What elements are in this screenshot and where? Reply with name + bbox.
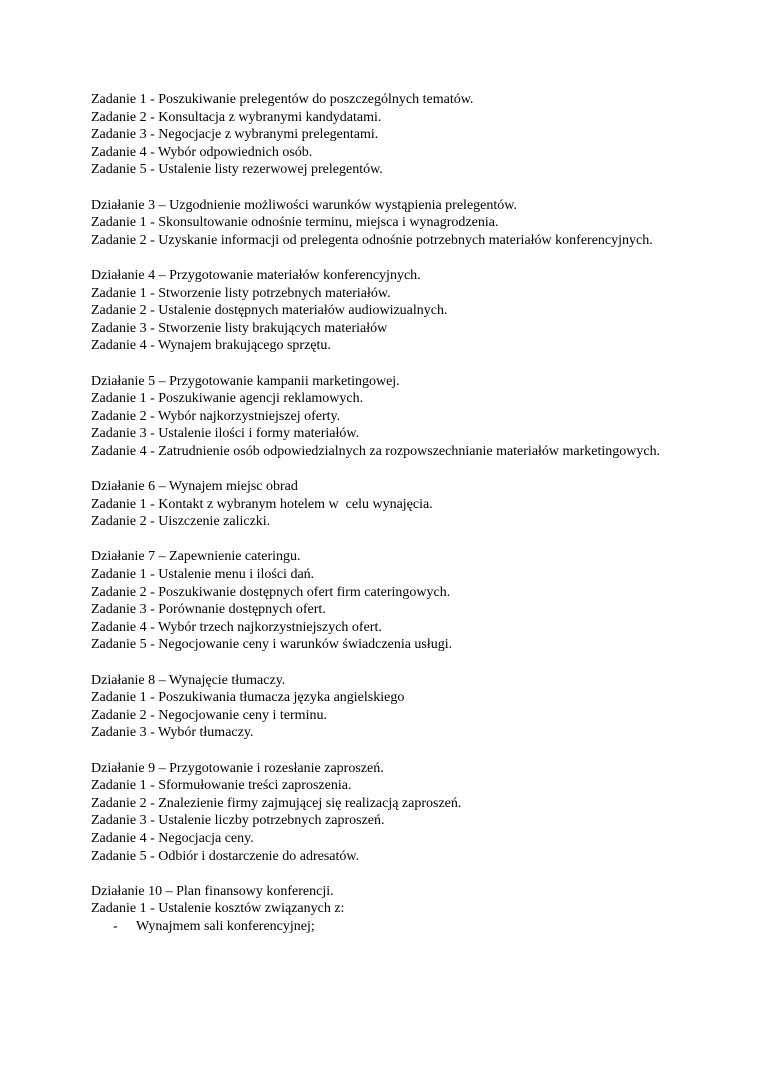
task-line: Zadanie 4 - Wybór trzech najkorzystniejszych ofert.	[91, 619, 382, 635]
document-section	[91, 478, 691, 531]
task-line: Zadanie 1 - Kontakt z wybranym hotelem w celu wynajęcia.	[91, 496, 433, 512]
task-line: Zadanie 2 - Poszukiwanie dostępnych ofert firm cateringowych.	[91, 584, 451, 600]
document-section	[91, 267, 691, 355]
task-line: Zadanie 5 - Odbiór i dostarczenie do adresatów.	[91, 848, 360, 864]
task-line: Zadanie 1 - Poszukiwania tłumacza języka angielskiego	[91, 690, 405, 706]
task-line: Zadanie 1 - Ustalenie menu i ilości dań.	[91, 567, 315, 583]
task-line: Zadanie 1 - Ustalenie kosztów związanych z:	[91, 901, 345, 917]
document-section	[91, 373, 691, 461]
task-line: Zadanie 5 - Negocjowanie ceny i warunków świadczenia usługi.	[91, 637, 453, 653]
section-heading: Działanie 9 – Przygotowanie i rozesłanie zaproszeń.	[91, 760, 384, 776]
task-line: Zadanie 3 - Wybór tłumaczy.	[91, 725, 254, 741]
section-heading: Działanie 5 – Przygotowanie kampanii marketingowej.	[91, 373, 400, 389]
task-line: Zadanie 4 - Zatrudnienie osób odpowiedzialnych za rozpowszechnianie materiałów marketingowych.	[91, 443, 661, 459]
document-section	[91, 91, 691, 179]
document-section	[91, 548, 691, 654]
task-line: Zadanie 1 - Sformułowanie treści zaproszenia.	[91, 778, 352, 794]
task-line: Zadanie 1 - Poszukiwanie agencji reklamowych.	[91, 391, 364, 407]
task-line: Zadanie 3 - Porównanie dostępnych ofert.	[91, 602, 326, 618]
task-line: Zadanie 1 - Skonsultowanie odnośnie terminu, miejsca i wynagrodzenia.	[91, 215, 499, 231]
section-heading: Działanie 7 – Zapewnienie cateringu.	[91, 549, 301, 565]
task-line: Zadanie 5 - Ustalenie listy rezerwowej prelegentów.	[91, 162, 383, 178]
section-heading: Działanie 8 – Wynajęcie tłumaczy.	[91, 672, 286, 688]
task-line: Zadanie 1 - Poszukiwanie prelegentów do poszczególnych tematów.	[91, 92, 474, 107]
document-section	[91, 672, 691, 742]
section-heading: Działanie 10 – Plan finansowy konferencji.	[91, 883, 334, 899]
document-section	[91, 883, 691, 936]
task-line: Zadanie 2 - Znalezienie firmy zajmującej się realizacją zaproszeń.	[91, 795, 462, 811]
task-line: Zadanie 4 - Wynajem brakującego sprzętu.	[91, 338, 331, 354]
task-line: Zadanie 4 - Negocjacja ceny.	[91, 830, 254, 846]
document-page	[91, 91, 691, 953]
bullet-item	[91, 918, 691, 936]
task-line: Zadanie 3 - Ustalenie liczby potrzebnych zaproszeń.	[91, 813, 385, 829]
bullet-marker: -	[113, 918, 118, 934]
task-line: Zadanie 3 - Negocjacje z wybranymi prelegentami.	[91, 127, 379, 143]
section-heading: Działanie 3 – Uzgodnienie możliwości warunków wystąpienia prelegentów.	[91, 197, 517, 213]
section-heading: Działanie 6 – Wynajem miejsc obrad	[91, 479, 298, 495]
bullet-list	[91, 918, 691, 936]
task-line: Zadanie 3 - Ustalenie ilości i formy materiałów.	[91, 426, 360, 442]
task-line: Zadanie 2 - Wybór najkorzystniejszej oferty.	[91, 408, 341, 424]
document-section	[91, 197, 691, 250]
task-line: Zadanie 2 - Uzyskanie informacji od prelegenta odnośnie potrzebnych materiałów konferencyjnych.	[91, 232, 653, 248]
section-heading: Działanie 4 – Przygotowanie materiałów konferencyjnych.	[91, 267, 421, 283]
task-line: Zadanie 1 - Stworzenie listy potrzebnych materiałów.	[91, 285, 391, 301]
task-line: Zadanie 2 - Uiszczenie zaliczki.	[91, 514, 271, 530]
task-line: Zadanie 2 - Konsultacja z wybranymi kandydatami.	[91, 109, 382, 125]
task-line: Zadanie 4 - Wybór odpowiednich osób.	[91, 144, 313, 160]
task-line: Zadanie 2 - Negocjowanie ceny i terminu.	[91, 707, 327, 723]
task-line: Zadanie 3 - Stworzenie listy brakujących materiałów	[91, 320, 388, 336]
bullet-text: Wynajmem sali konferencyjnej;	[136, 918, 315, 934]
document-section	[91, 760, 691, 866]
task-line: Zadanie 2 - Ustalenie dostępnych materiałów audiowizualnych.	[91, 303, 448, 319]
